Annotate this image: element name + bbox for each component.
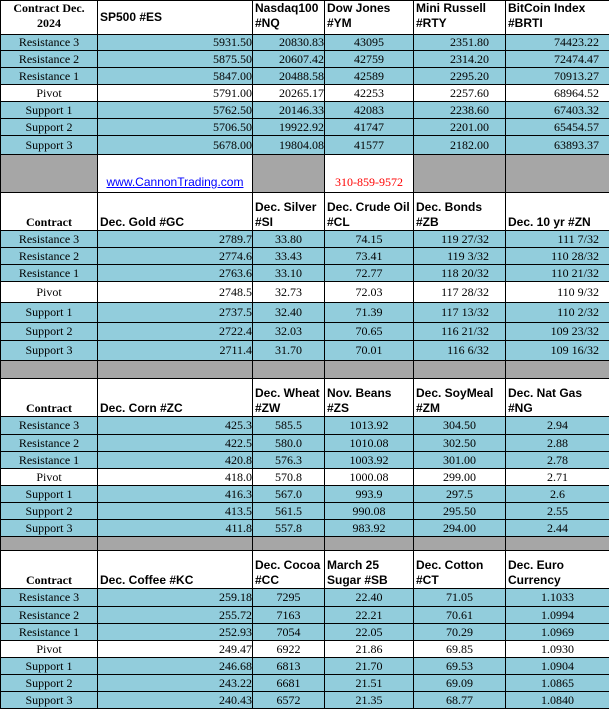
level-value: 297.5: [414, 486, 506, 503]
level-value: 67403.32: [506, 102, 609, 119]
column-header: Nov. Beans #ZS: [325, 379, 414, 417]
separator-cell: [414, 155, 506, 193]
table-row: [1, 692, 609, 709]
column-header: Nasdaq100 #NQ: [253, 1, 325, 35]
level-value: 70913.27: [506, 68, 609, 85]
level-value: 110 9/32: [506, 282, 609, 303]
separator-cell: [1, 361, 98, 379]
row-label: Support 1: [1, 486, 98, 503]
separator-cell: [414, 537, 506, 551]
level-value: 22.40: [325, 589, 414, 607]
level-value: 42083: [325, 102, 414, 119]
section-header-row: [1, 193, 609, 231]
table-row: [1, 35, 609, 51]
level-value: 72474.47: [506, 51, 609, 68]
table-row: [1, 323, 609, 341]
level-value: 411.8: [98, 520, 253, 537]
level-value: 5678.00: [98, 136, 253, 155]
level-value: 1.0904: [506, 658, 609, 675]
level-value: 33.43: [253, 248, 325, 265]
level-value: 31.70: [253, 341, 325, 361]
table-row: [1, 624, 609, 641]
level-value: 418.0: [98, 469, 253, 486]
column-header: Dec. Bonds #ZB: [414, 193, 506, 231]
separator-cell: [98, 537, 253, 551]
table-row: [1, 607, 609, 624]
level-value: 2722.4: [98, 323, 253, 341]
table-row: [1, 265, 609, 282]
level-value: 2257.60: [414, 85, 506, 102]
level-value: 72.03: [325, 282, 414, 303]
separator-cell: [325, 361, 414, 379]
separator-cell: [253, 537, 325, 551]
level-value: 2.88: [506, 435, 609, 452]
level-value: 110 21/32: [506, 265, 609, 282]
level-value: 1010.08: [325, 435, 414, 452]
level-value: 20265.17: [253, 85, 325, 102]
level-value: 2748.5: [98, 282, 253, 303]
separator-cell: [414, 361, 506, 379]
level-value: 20830.83: [253, 35, 325, 51]
level-value: 294.00: [414, 520, 506, 537]
row-label: Pivot: [1, 85, 98, 102]
column-header: Dec. Gold #GC: [98, 193, 253, 231]
table-row: [1, 341, 609, 361]
level-value: 42759: [325, 51, 414, 68]
row-label: Resistance 3: [1, 417, 98, 435]
column-header: Mini Russell #RTY: [414, 1, 506, 35]
table-row: [1, 452, 609, 469]
level-value: 2295.20: [414, 68, 506, 85]
level-value: 1.0994: [506, 607, 609, 624]
level-value: 243.22: [98, 675, 253, 692]
row-label: Support 3: [1, 692, 98, 709]
level-value: 42589: [325, 68, 414, 85]
level-value: 1.0865: [506, 675, 609, 692]
table-row: [1, 520, 609, 537]
level-value: 252.93: [98, 624, 253, 641]
level-value: 63893.37: [506, 136, 609, 155]
level-value: 2238.60: [414, 102, 506, 119]
separator-cell: [98, 361, 253, 379]
level-value: 420.8: [98, 452, 253, 469]
level-value: 110 2/32: [506, 303, 609, 323]
level-value: 2763.6: [98, 265, 253, 282]
level-value: 990.08: [325, 503, 414, 520]
table-row: [1, 303, 609, 323]
level-value: 255.72: [98, 607, 253, 624]
level-value: 5791.00: [98, 85, 253, 102]
row-label: Resistance 1: [1, 265, 98, 282]
website-link[interactable]: www.CannonTrading.com: [106, 175, 244, 189]
row-label: Support 2: [1, 119, 98, 136]
level-value: 68.77: [414, 692, 506, 709]
level-value: 43095: [325, 35, 414, 51]
level-value: 2.78: [506, 452, 609, 469]
level-value: 32.40: [253, 303, 325, 323]
contract-label: Contract: [1, 193, 98, 231]
level-value: 7295: [253, 589, 325, 607]
column-header: Dec. Wheat #ZW: [253, 379, 325, 417]
level-value: 20146.33: [253, 102, 325, 119]
level-value: 1.1033: [506, 589, 609, 607]
level-value: 259.18: [98, 589, 253, 607]
row-label: Pivot: [1, 282, 98, 303]
level-value: 2.6: [506, 486, 609, 503]
level-value: 41747: [325, 119, 414, 136]
level-value: 993.9: [325, 486, 414, 503]
level-value: 68964.52: [506, 85, 609, 102]
level-value: 71.05: [414, 589, 506, 607]
table-row: [1, 435, 609, 452]
table-row: [1, 102, 609, 119]
level-value: 32.73: [253, 282, 325, 303]
level-value: 5875.50: [98, 51, 253, 68]
level-value: 70.01: [325, 341, 414, 361]
row-label: Support 3: [1, 341, 98, 361]
separator-cell: [253, 155, 325, 193]
level-value: 5931.50: [98, 35, 253, 51]
row-label: Support 1: [1, 658, 98, 675]
level-value: 240.43: [98, 692, 253, 709]
level-value: 42253: [325, 85, 414, 102]
level-value: 422.5: [98, 435, 253, 452]
level-value: 425.3: [98, 417, 253, 435]
level-value: 557.8: [253, 520, 325, 537]
row-label: Support 2: [1, 503, 98, 520]
row-label: Resistance 3: [1, 589, 98, 607]
level-value: 74423.22: [506, 35, 609, 51]
separator-cell: [325, 537, 414, 551]
level-value: 20607.42: [253, 51, 325, 68]
table-row: [1, 136, 609, 155]
table-row: [1, 417, 609, 435]
row-label: Resistance 3: [1, 231, 98, 248]
level-value: 416.3: [98, 486, 253, 503]
level-value: 22.21: [325, 607, 414, 624]
column-header: Dec. SoyMeal #ZM: [414, 379, 506, 417]
level-value: 111 7/32: [506, 231, 609, 248]
level-value: 73.41: [325, 248, 414, 265]
level-value: 69.53: [414, 658, 506, 675]
level-value: 561.5: [253, 503, 325, 520]
column-header: Dow Jones #YM: [325, 1, 414, 35]
level-value: 5847.00: [98, 68, 253, 85]
level-value: 69.09: [414, 675, 506, 692]
level-value: 116 21/32: [414, 323, 506, 341]
level-value: 41577: [325, 136, 414, 155]
level-value: 2.71: [506, 469, 609, 486]
row-label: Support 2: [1, 675, 98, 692]
level-value: 72.77: [325, 265, 414, 282]
level-value: 5706.50: [98, 119, 253, 136]
separator-row: [1, 537, 609, 551]
level-value: 20488.58: [253, 68, 325, 85]
level-value: 567.0: [253, 486, 325, 503]
table-row: [1, 589, 609, 607]
level-value: 110 28/32: [506, 248, 609, 265]
row-label: Support 1: [1, 102, 98, 119]
table-row: [1, 51, 609, 68]
level-value: 302.50: [414, 435, 506, 452]
level-value: 70.65: [325, 323, 414, 341]
table-row: [1, 658, 609, 675]
column-header: Dec. Corn #ZC: [98, 379, 253, 417]
phone-number: 310-859-9572: [335, 175, 403, 189]
column-header: Dec. Euro Currency: [506, 551, 609, 589]
level-value: 2351.80: [414, 35, 506, 51]
level-value: 69.85: [414, 641, 506, 658]
separator-row: [1, 361, 609, 379]
level-value: 19804.08: [253, 136, 325, 155]
row-label: Support 1: [1, 303, 98, 323]
contract-label: Contract: [1, 551, 98, 589]
column-header: Dec. Cotton #CT: [414, 551, 506, 589]
level-value: 65454.57: [506, 119, 609, 136]
level-value: 21.35: [325, 692, 414, 709]
level-value: 246.68: [98, 658, 253, 675]
level-value: 2774.6: [98, 248, 253, 265]
column-header: Dec. Cocoa #CC: [253, 551, 325, 589]
level-value: 1.0930: [506, 641, 609, 658]
level-value: 2182.00: [414, 136, 506, 155]
level-value: 33.80: [253, 231, 325, 248]
level-value: 6681: [253, 675, 325, 692]
separator-cell: [506, 155, 609, 193]
level-value: 70.61: [414, 607, 506, 624]
level-value: 301.00: [414, 452, 506, 469]
column-header: Dec. Crude Oil #CL: [325, 193, 414, 231]
separator-cell: [506, 537, 609, 551]
level-value: 2201.00: [414, 119, 506, 136]
row-label: Resistance 2: [1, 248, 98, 265]
level-value: 74.15: [325, 231, 414, 248]
column-header: BitCoin Index #BRTI: [506, 1, 609, 35]
separator-cell: [506, 361, 609, 379]
row-label: Resistance 3: [1, 35, 98, 51]
level-value: 32.03: [253, 323, 325, 341]
column-header: Dec. Silver #SI: [253, 193, 325, 231]
separator-cell: [1, 155, 98, 193]
table-row: [1, 231, 609, 248]
column-header: Dec. Nat Gas #NG: [506, 379, 609, 417]
level-value: 1.0969: [506, 624, 609, 641]
level-value: 2.94: [506, 417, 609, 435]
table-row: [1, 675, 609, 692]
row-label: Resistance 1: [1, 624, 98, 641]
section-header-row: [1, 379, 609, 417]
level-value: 304.50: [414, 417, 506, 435]
table-row: [1, 248, 609, 265]
level-value: 295.50: [414, 503, 506, 520]
column-header: SP500 #ES: [98, 1, 253, 35]
row-label: Resistance 1: [1, 452, 98, 469]
level-value: 119 27/32: [414, 231, 506, 248]
column-header: March 25 Sugar #SB: [325, 551, 414, 589]
level-value: 21.70: [325, 658, 414, 675]
table-row: [1, 469, 609, 486]
level-value: 6813: [253, 658, 325, 675]
contract-label: Contract Dec. 2024: [1, 1, 98, 35]
row-label: Support 3: [1, 136, 98, 155]
level-value: 7054: [253, 624, 325, 641]
separator-cell: [98, 155, 253, 193]
level-value: 21.51: [325, 675, 414, 692]
row-label: Pivot: [1, 469, 98, 486]
section-header-row: [1, 551, 609, 589]
level-value: 2711.4: [98, 341, 253, 361]
level-value: 109 16/32: [506, 341, 609, 361]
table-row: [1, 85, 609, 102]
level-value: 1003.92: [325, 452, 414, 469]
level-value: 1000.08: [325, 469, 414, 486]
level-value: 109 23/32: [506, 323, 609, 341]
level-value: 7163: [253, 607, 325, 624]
row-label: Pivot: [1, 641, 98, 658]
table-row: [1, 503, 609, 520]
table-row: [1, 641, 609, 658]
level-value: 1.0840: [506, 692, 609, 709]
level-value: 117 28/32: [414, 282, 506, 303]
level-value: 71.39: [325, 303, 414, 323]
level-value: 70.29: [414, 624, 506, 641]
table-row: [1, 119, 609, 136]
level-value: 118 20/32: [414, 265, 506, 282]
separator-cell: [1, 537, 98, 551]
level-value: 119 3/32: [414, 248, 506, 265]
level-value: 117 13/32: [414, 303, 506, 323]
row-label: Resistance 2: [1, 435, 98, 452]
level-value: 2314.20: [414, 51, 506, 68]
level-value: 5762.50: [98, 102, 253, 119]
row-label: Support 3: [1, 520, 98, 537]
level-value: 249.47: [98, 641, 253, 658]
level-value: 2.55: [506, 503, 609, 520]
level-value: 22.05: [325, 624, 414, 641]
level-value: 413.5: [98, 503, 253, 520]
level-value: 1013.92: [325, 417, 414, 435]
column-header: Dec. Coffee #KC: [98, 551, 253, 589]
level-value: 19922.92: [253, 119, 325, 136]
table-row: [1, 282, 609, 303]
level-value: 6922: [253, 641, 325, 658]
level-value: 576.3: [253, 452, 325, 469]
level-value: 983.92: [325, 520, 414, 537]
table-row: [1, 486, 609, 503]
level-value: 116 6/32: [414, 341, 506, 361]
row-label: Resistance 1: [1, 68, 98, 85]
separator-row: [1, 155, 609, 193]
level-value: 2737.5: [98, 303, 253, 323]
contract-label: Contract: [1, 379, 98, 417]
separator-cell: [325, 155, 414, 193]
level-value: 580.0: [253, 435, 325, 452]
table-row: [1, 68, 609, 85]
row-label: Resistance 2: [1, 607, 98, 624]
level-value: 299.00: [414, 469, 506, 486]
level-value: 6572: [253, 692, 325, 709]
row-label: Support 2: [1, 323, 98, 341]
level-value: 570.8: [253, 469, 325, 486]
level-value: 2.44: [506, 520, 609, 537]
level-value: 2789.7: [98, 231, 253, 248]
column-header: Dec. 10 yr #ZN: [506, 193, 609, 231]
section-header-row: [1, 1, 609, 35]
row-label: Resistance 2: [1, 51, 98, 68]
level-value: 33.10: [253, 265, 325, 282]
level-value: 585.5: [253, 417, 325, 435]
separator-cell: [253, 361, 325, 379]
level-value: 21.86: [325, 641, 414, 658]
